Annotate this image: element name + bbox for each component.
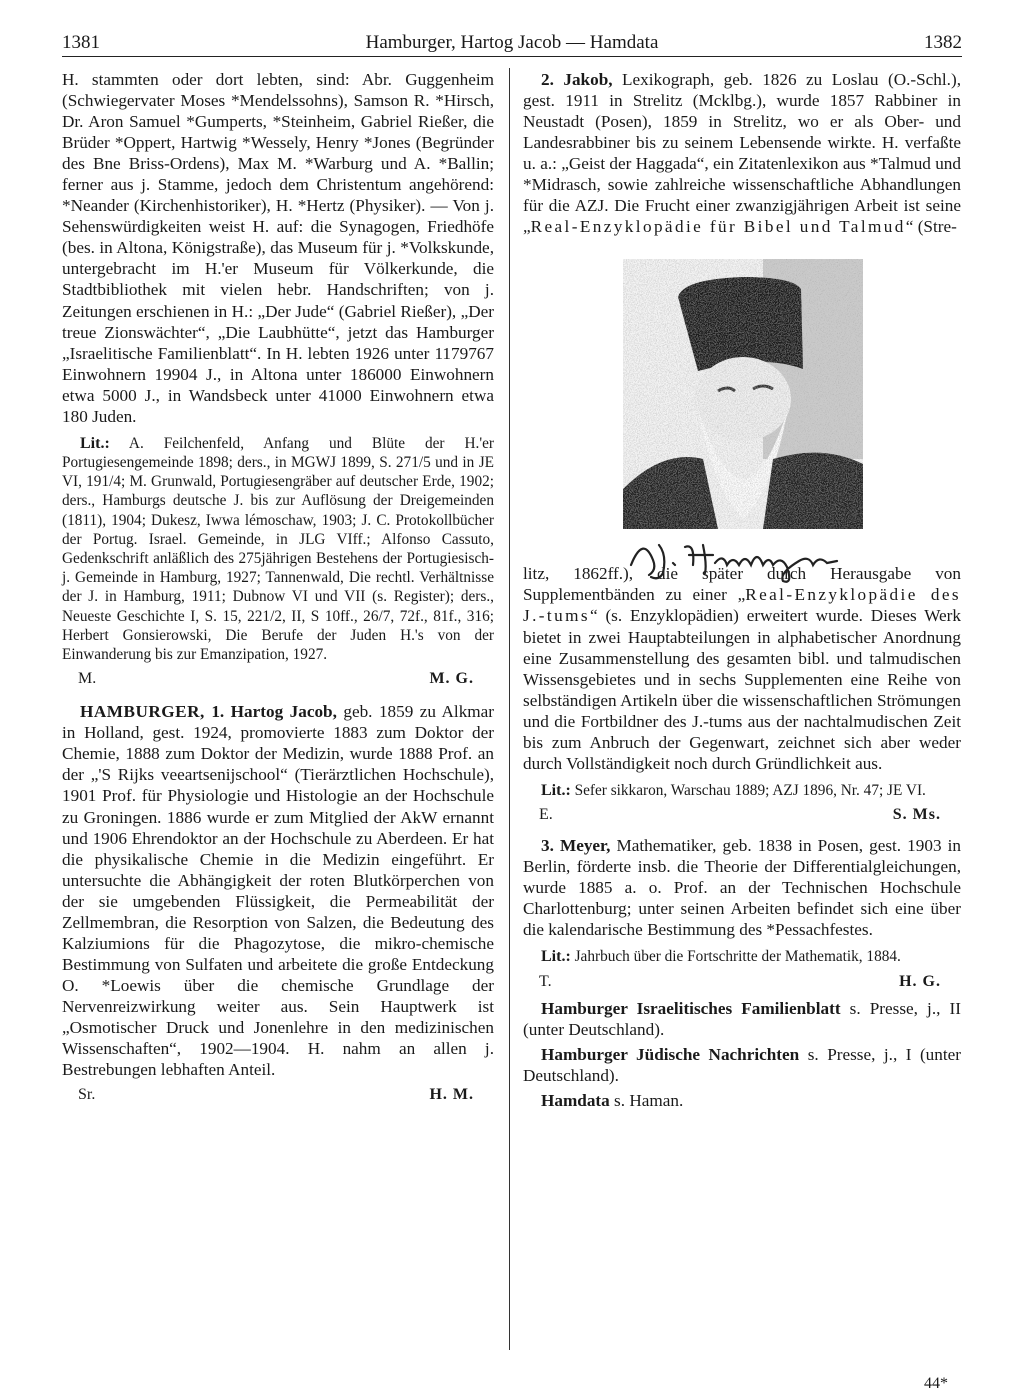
entry-subhead: 3. Meyer, xyxy=(541,836,611,856)
portrait-figure xyxy=(523,245,961,561)
entry-subhead: 2. Jakob, xyxy=(541,70,613,89)
entry-hartog-jacob: HAMBURGER, 1. Hartog Jacob, geb. 1859 zu Alkmar in Holland, gest. 1924, promovierte 1883 zum Doktor der Chemie, 1888 zum Doktor der Medizin, wurde 1888 Prof. an der „'S Rijks veeartsenijschool“ (Tierärztlichen Hochschule), 1901 Prof. für Physiologie und Histologie an der Hochschule zu Groningen. 1886 wurde er zum Mitglied der AkW ernannt und 1906 Ehrendoktor an der Hochschule zu Aberdeen. Er hat die physikalische Chemie in die Medizin eingeführt. Er untersuchte die Abhängigkeit der roten Blutkörperchen von der sie umgebenden Flüssigkeit, die Permeabilität der Zellmembran, die Resorption von Salzen, die Bedeutung des Kalziumions für die Phagozytose, die mikro-chemische Bestimmung von Sulfaten und arbeitete die große Entdeckung O. *Loewis über die chemische Grundlage der Nervenreizwirkung weiter aus. Sein Hauptwerk ist „Osmotischer Druck und Jonenlehre in den medizinischen Wissenschaften“, 1902—1904. H. nahm an allen j. Bestrebungen lebhaften Anteil. xyxy=(62,702,495,1080)
left-column xyxy=(62,69,494,1105)
bibliography-meyer: Lit.: Jahrbuch über die Fortschritte der Mathematik, 1884. xyxy=(541,948,901,966)
cross-reference: Hamdata s. Haman. xyxy=(541,1090,684,1110)
bibliography-hamburg: Lit.: A. Feilchenfeld, Anfang und Blüte der H.'er Portugiesengemeinde 1898; ders., in MGWJ 1899, S. 271/5 und in JE VI, 191/4; M. Grunwald, Portugiesengräber auf deutscher Erde, 1902; ders., Hamburgs deutsche J. bis zur Auflösung der Dreigemeinden (1811), 1904; Dukesz, Iwwa lémoschaw, 1903; J. C. Protokollbücher der Portug. Israel. Gemeinde, in JLG VIff.; Alfonso Cassuto, Gedenkschrift anläßlich des 275jährigen Bestehens der Portugiesisch-j. Gemeinde in Hamburg, 1927; Tannenwald, Die rechtl. Verhältnisse der J. in Hamburg, 1911; Dubnow VI und VII (s. Register); ders., Neueste Geschichte I, S. 15, 221/2, II, S 10ff., 26/7, 72f., 81f., 316; Herbert Gonsierowski, Die Berufe der Juden H.'s von der Einwanderung bis zur Emanzipation, 1927. xyxy=(62,434,494,664)
author-signature: M. M. G. xyxy=(78,670,474,688)
author-signature: T. H. G. xyxy=(539,972,941,990)
printer-signature-mark: 44* xyxy=(924,1375,948,1392)
running-header xyxy=(62,30,962,57)
page-number-right: 1382 xyxy=(924,32,962,53)
running-title: Hamburger, Hartog Jacob — Hamdata xyxy=(365,32,659,53)
entry-jakob: 2. Jakob, Lexikograph, geb. 1826 zu Loslau (O.-Schl.), gest. 1911 in Strelitz (Mcklbg.), wurde 1857 Rabbiner in Neustadt (Posen), 1859 in Strelitz, wo er als Ober- und Landesrabbiner bis zu seinem Lebensende wirkte. H. verfaßte u. a.: „Geist der Haggada“, ein Zitatenlexikon aus *Talmud und *Midrasch, sowie zahlreiche wissenschaftliche Abhandlungen für die AZJ. Die Frucht einer zwanzigjährigen Arbeit ist seine „Real-Enzyklopädie für Bibel und Talmud“ (Stre- xyxy=(523,70,961,237)
entry-meyer: 3. Meyer, Mathematiker, geb. 1838 in Posen, gest. 1903 in Berlin, förderte insb. die Theorie der Differentialgleichungen, wurde 1885 a. o. Prof. an der Technischen Hochschule Charlottenburg; unter seinen Arbeiten befindet sich eine über die kalendarische Bestimmung des *Pessachfestes. xyxy=(523,836,961,940)
portrait-image xyxy=(623,259,863,529)
cross-reference: Hamburger Israelitisches Familienblatt s. Presse, j., II (unter Deutschland). xyxy=(523,998,961,1039)
entry-jakob-continued: litz, 1862ff.), die später durch Herausgabe von Supplementbänden zu einer „Real-Enzyklopädie des J.-tums“ (s. Enzyklopädien) erweitert wurde. Dieses Werk bietet in zwei Hauptabteilungen in alphabetischer Anordnung eine Zusammenstellung des gesamten bibl. und talmudischen Wissensgebietes und in sechs Supplementen eine Reihe von selbständigen Artikeln über die wissenschaftlichen Strömungen und die Fortbildner des J.-tums aus der nachtalmudischen Zeit bis zum Anbruch der Gegenwart, zeichnet sich aber weder durch Vollständigkeit noch durch Gründlichkeit aus. xyxy=(523,564,962,773)
author-signature: E. S. Ms. xyxy=(539,806,941,824)
entry-headword: HAMBURGER, xyxy=(80,702,205,722)
right-column xyxy=(523,69,961,1111)
cross-reference: Hamburger Jüdische Nachrichten s. Presse, j., I (unter Deutschland). xyxy=(523,1044,961,1085)
lit-label: Lit.: xyxy=(80,434,110,452)
author-signature: Sr. H. M. xyxy=(78,1086,474,1104)
bibliography-jakob: Lit.: Sefer sikkaron, Warschau 1889; AZJ 1896, Nr. 47; JE VI. xyxy=(541,781,926,799)
intro-paragraph: H. stammten oder dort lebten, sind: Abr. Guggenheim (Schwiegervater Moses *Mendelssohns), Samson R. *Hirsch, Dr. Aron Samuel *Gumperts, *Steinheim, Gabriel Rießer, die Brüder *Oppert, Hartwig *Wessely, Henry *Jones (Begründer des Bne Briss-Ordens), Max M. *Warburg und A. *Ballin; ferner aus j. Stamme, jedoch dem Christentum angehörend: *Neander (Kirchenhistoriker), H. *Hertz (Physiker). — Von j. Sehenswürdigkeiten weist H. auf: die Synagogen, Friedhöfe (bes. in Altona, Königstraße), das Museum für j. *Volkskunde, untergebracht im H.'er Museum für Völkerkunde, die Stadtbibliothek mit vielen hebr. Handschriften; von j. Zeitungen erschienen in H.: „Der Jude“ (Gabriel Rießer), „Der treue Zionswächter“, „Die Laubhütte“, jetzt das Hamburger „Israelitische Familienblatt“. In H. lebten 1926 unter 1179767 Einwohnern 19904 J., in Altona unter 186000 Einwohnern etwa 5000 J., in Wandsbeck unter 41000 Einwohnern etwa 180 Juden. xyxy=(62,70,494,426)
column-divider xyxy=(509,68,510,1350)
handwritten-signature xyxy=(623,525,883,585)
page-number-left: 1381 xyxy=(62,32,100,53)
entry-subhead: 1. Hartog Jacob, xyxy=(211,702,337,722)
